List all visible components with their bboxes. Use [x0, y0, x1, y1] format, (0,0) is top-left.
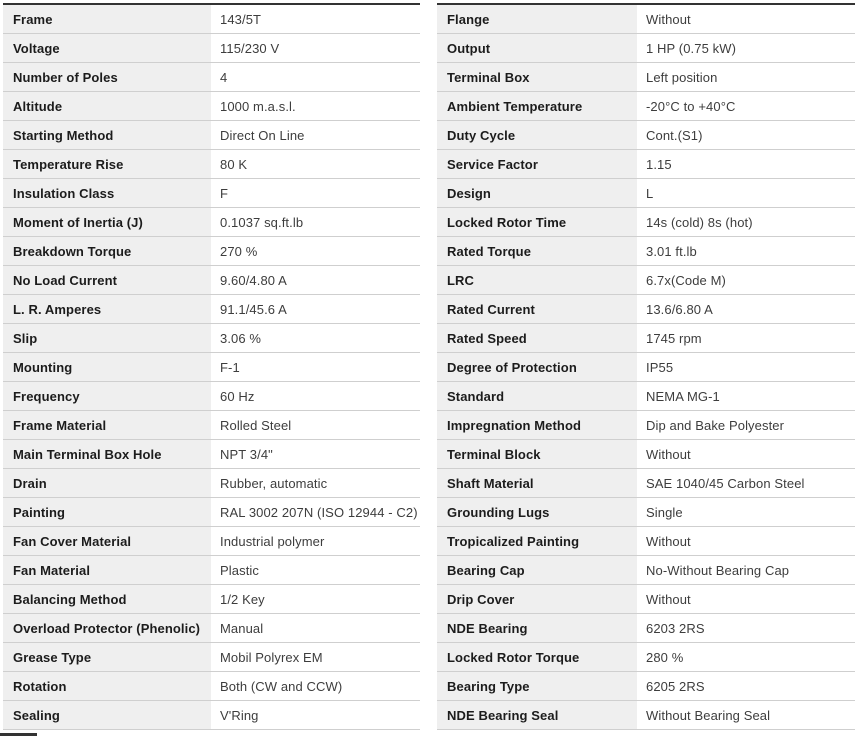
spec-label: Overload Protector (Phenolic): [3, 614, 211, 642]
spec-row: [437, 63, 855, 92]
spec-label: Grounding Lugs: [437, 498, 637, 526]
spec-value: 1745 rpm: [646, 330, 702, 346]
spec-row: [3, 237, 420, 266]
spec-label: Moment of Inertia (J): [3, 208, 211, 236]
spec-row: [437, 672, 855, 701]
spec-label: Drip Cover: [437, 585, 637, 613]
spec-value: 3.01 ft.lb: [646, 243, 697, 259]
spec-value: Without: [646, 533, 691, 549]
spec-row: [437, 411, 855, 440]
spec-label: Painting: [3, 498, 211, 526]
spec-row: [437, 556, 855, 585]
spec-row: [3, 556, 420, 585]
spec-value: Dip and Bake Polyester: [646, 417, 785, 433]
spec-value: 0.1037 sq.ft.lb: [220, 214, 304, 230]
spec-row: [437, 179, 855, 208]
spec-label: Altitude: [3, 92, 211, 120]
spec-row: [437, 469, 855, 498]
spec-value: F-1: [220, 359, 240, 375]
spec-value: 1/2 Key: [220, 591, 265, 607]
spec-table-right: [437, 3, 855, 730]
spec-value: 280 %: [646, 649, 684, 665]
spec-label: NDE Bearing: [437, 614, 637, 642]
spec-label: Fan Material: [3, 556, 211, 584]
spec-row: [3, 353, 420, 382]
spec-row: [3, 179, 420, 208]
spec-label: Number of Poles: [3, 63, 211, 91]
spec-row: [3, 92, 420, 121]
spec-label: Main Terminal Box Hole: [3, 440, 211, 468]
spec-value: 60 Hz: [220, 388, 255, 404]
spec-row: [3, 295, 420, 324]
spec-row: [3, 498, 420, 527]
spec-value: L: [646, 185, 654, 201]
spec-label: Bearing Cap: [437, 556, 637, 584]
spec-label: L. R. Amperes: [3, 295, 211, 323]
spec-row: [437, 208, 855, 237]
spec-table-left: [3, 3, 420, 730]
spec-value: 6203 2RS: [646, 620, 705, 636]
spec-value: 91.1/45.6 A: [220, 301, 287, 317]
spec-row: [3, 382, 420, 411]
spec-label: Terminal Box: [437, 63, 637, 91]
spec-label: Impregnation Method: [437, 411, 637, 439]
spec-row: [3, 411, 420, 440]
spec-label: Bearing Type: [437, 672, 637, 700]
spec-label: Locked Rotor Time: [437, 208, 637, 236]
spec-row: [3, 63, 420, 92]
spec-row: [437, 614, 855, 643]
spec-row: [3, 266, 420, 295]
spec-label: Fan Cover Material: [3, 527, 211, 555]
spec-row: [3, 5, 420, 34]
spec-label: Frame Material: [3, 411, 211, 439]
spec-label: Rated Torque: [437, 237, 637, 265]
spec-row: [3, 585, 420, 614]
spec-row: [437, 527, 855, 556]
spec-label: Voltage: [3, 34, 211, 62]
spec-label: Sealing: [3, 701, 211, 729]
spec-value: Without: [646, 11, 691, 27]
spec-row: [3, 701, 420, 730]
spec-value: 1 HP (0.75 kW): [646, 40, 737, 56]
spec-value: 6205 2RS: [646, 678, 705, 694]
spec-value: NEMA MG-1: [646, 388, 720, 404]
spec-value: Industrial polymer: [220, 533, 325, 549]
spec-row: [437, 5, 855, 34]
spec-label: Standard: [437, 382, 637, 410]
spec-row: [3, 469, 420, 498]
spec-label: Output: [437, 34, 637, 62]
spec-value: IP55: [646, 359, 674, 375]
spec-row: [437, 92, 855, 121]
spec-label: Mounting: [3, 353, 211, 381]
spec-row: [437, 498, 855, 527]
spec-value: 4: [220, 69, 228, 85]
spec-row: [3, 34, 420, 63]
spec-row: [3, 440, 420, 469]
spec-label: LRC: [437, 266, 637, 294]
spec-label: Service Factor: [437, 150, 637, 178]
spec-row: [3, 324, 420, 353]
spec-value: Without: [646, 446, 691, 462]
spec-value: Left position: [646, 69, 718, 85]
spec-value: Plastic: [220, 562, 259, 578]
spec-label: Frame: [3, 5, 211, 33]
spec-value: 115/230 V: [220, 40, 280, 56]
spec-value: 9.60/4.80 A: [220, 272, 287, 288]
spec-label: Flange: [437, 5, 637, 33]
spec-row: [437, 440, 855, 469]
spec-value: Rolled Steel: [220, 417, 292, 433]
spec-value: 6.7x(Code M): [646, 272, 726, 288]
spec-label: Design: [437, 179, 637, 207]
spec-row: [437, 266, 855, 295]
spec-value: Without: [646, 591, 691, 607]
spec-label: Rated Speed: [437, 324, 637, 352]
spec-value: No-Without Bearing Cap: [646, 562, 790, 578]
spec-label: Temperature Rise: [3, 150, 211, 178]
spec-row: [3, 150, 420, 179]
spec-label: Starting Method: [3, 121, 211, 149]
spec-value: F: [220, 185, 229, 201]
spec-row: [3, 121, 420, 150]
spec-label: Balancing Method: [3, 585, 211, 613]
spec-label: Locked Rotor Torque: [437, 643, 637, 671]
spec-value: SAE 1040/45 Carbon Steel: [646, 475, 805, 491]
spec-label: Duty Cycle: [437, 121, 637, 149]
spec-value: Cont.(S1): [646, 127, 703, 143]
spec-row: [3, 527, 420, 556]
spec-value: 3.06 %: [220, 330, 262, 346]
spec-row: [437, 324, 855, 353]
spec-row: [437, 382, 855, 411]
spec-label: No Load Current: [3, 266, 211, 294]
spec-value: RAL 3002 207N (ISO 12944 - C2): [220, 504, 418, 520]
spec-label: Ambient Temperature: [437, 92, 637, 120]
spec-label: Slip: [3, 324, 211, 352]
spec-row: [437, 295, 855, 324]
spec-row: [437, 643, 855, 672]
spec-label: NDE Bearing Seal: [437, 701, 637, 729]
spec-row: [437, 353, 855, 382]
spec-row: [3, 672, 420, 701]
spec-value: Single: [646, 504, 683, 520]
spec-label: Rated Current: [437, 295, 637, 323]
spec-row: [437, 585, 855, 614]
spec-value: Rubber, automatic: [220, 475, 328, 491]
spec-value: Manual: [220, 620, 264, 636]
spec-row: [437, 121, 855, 150]
spec-row: [437, 237, 855, 266]
spec-value: Direct On Line: [220, 127, 305, 143]
spec-label: Terminal Block: [437, 440, 637, 468]
spec-value: 14s (cold) 8s (hot): [646, 214, 753, 230]
clipped-row-top-border: [0, 733, 37, 736]
spec-value: Without Bearing Seal: [646, 707, 771, 723]
spec-label: Drain: [3, 469, 211, 497]
spec-value: 13.6/6.80 A: [646, 301, 713, 317]
spec-label: Degree of Protection: [437, 353, 637, 381]
spec-label: Tropicalized Painting: [437, 527, 637, 555]
spec-value: NPT 3/4": [220, 446, 273, 462]
spec-row: [437, 34, 855, 63]
spec-value: 80 K: [220, 156, 248, 172]
spec-row: [3, 643, 420, 672]
spec-label: Breakdown Torque: [3, 237, 211, 265]
spec-label: Insulation Class: [3, 179, 211, 207]
spec-value: 270 %: [220, 243, 258, 259]
spec-value: -20°C to +40°C: [646, 98, 736, 114]
spec-label: Shaft Material: [437, 469, 637, 497]
spec-value: 1000 m.a.s.l.: [220, 98, 296, 114]
spec-value: Both (CW and CCW): [220, 678, 343, 694]
spec-row: [3, 208, 420, 237]
spec-value: Mobil Polyrex EM: [220, 649, 323, 665]
spec-value: 143/5T: [220, 11, 262, 27]
spec-value: 1.15: [646, 156, 672, 172]
spec-row: [3, 614, 420, 643]
spec-row: [437, 150, 855, 179]
spec-label: Grease Type: [3, 643, 211, 671]
spec-value: V'Ring: [220, 707, 259, 723]
spec-row: [437, 701, 855, 730]
spec-label: Frequency: [3, 382, 211, 410]
spec-label: Rotation: [3, 672, 211, 700]
